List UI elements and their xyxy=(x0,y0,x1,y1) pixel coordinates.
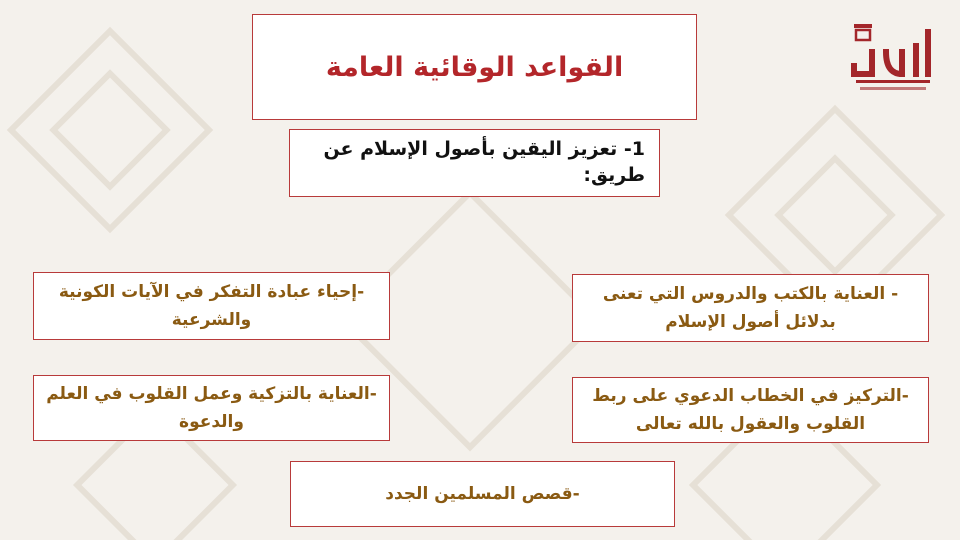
slide-title: القواعد الوقائية العامة xyxy=(325,51,624,83)
item-text: -العناية بالتزكية وعمل القلوب في العلم والدعوة xyxy=(46,383,377,432)
item-box xyxy=(572,377,929,443)
item-text: - العناية بالكتب والدروس التي تعنى بدلائل أصول الإسلام xyxy=(602,283,899,332)
item-text: -قصص المسلمين الجدد xyxy=(385,483,580,504)
item-box xyxy=(290,461,675,527)
brand-logo xyxy=(846,22,956,102)
subtitle-box xyxy=(289,129,660,197)
item-box xyxy=(572,274,929,342)
item-box xyxy=(33,272,390,340)
item-box xyxy=(33,375,390,441)
title-box xyxy=(252,14,697,120)
slide-subtitle: 1- تعزيز اليقين بأصول الإسلام عن طريق: xyxy=(323,138,645,186)
item-text: -إحياء عبادة التفكر في الآيات الكونية والشرعية xyxy=(58,281,365,330)
item-text: -التركيز في الخطاب الدعوي على ربط القلوب والعقول بالله تعالى xyxy=(592,385,909,434)
